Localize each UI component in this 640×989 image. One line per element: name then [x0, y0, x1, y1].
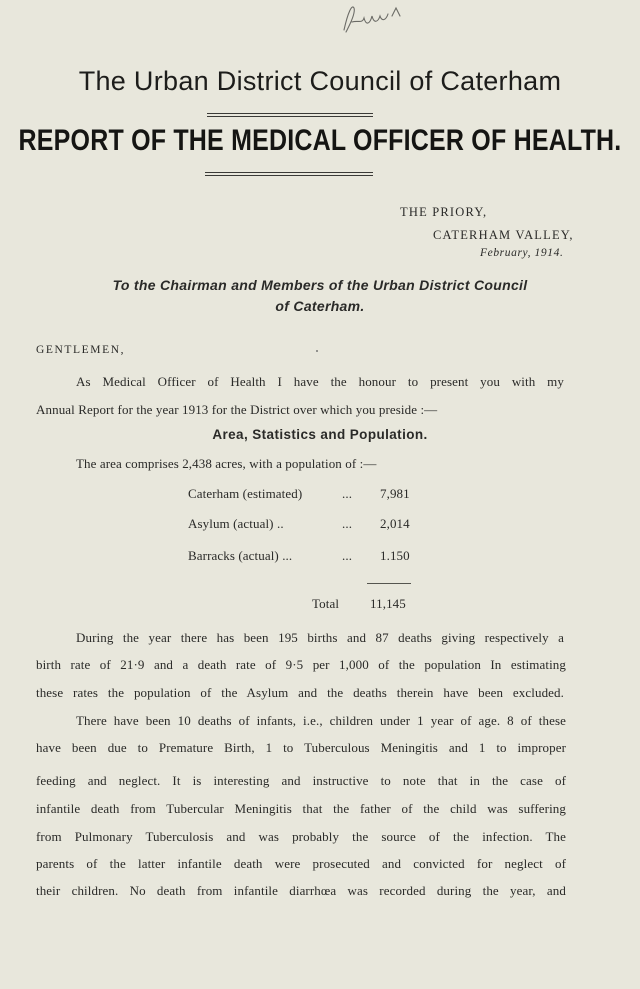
- address-line-2: CATERHAM VALLEY,: [433, 228, 574, 242]
- population-row-label: Caterham (estimated): [188, 486, 303, 501]
- text-line: these rates the population of the Asylum and the deaths therein have been excluded.: [36, 685, 564, 700]
- greeting: GENTLEMEN,: [36, 344, 126, 356]
- text-line: have been due to Premature Birth, 1 to Tuberculous Meningitis and 1 to improper: [36, 740, 566, 755]
- population-row-value: 1.150: [380, 548, 410, 563]
- text-line: their children. No death from infantile diarrhœa was recorded during the year, and: [36, 883, 566, 898]
- text-line: infantile death from Tubercular Meningitis that the father of the child was suffering: [36, 801, 566, 816]
- text-line: During the year there has been 195 births and 87 deaths giving respectively a: [76, 630, 564, 645]
- council-name: The Urban District Council of Caterham: [78, 66, 562, 96]
- title-rule-bottom: [205, 172, 373, 176]
- text-line: birth rate of 21·9 and a death rate of 9·5 per 1,000 of the population In estimating: [36, 657, 566, 672]
- report-date: February, 1914.: [480, 247, 564, 259]
- text-line: There have been 10 deaths of infants, i.e., children under 1 year of age. 8 of these: [76, 713, 566, 728]
- population-row-label: Asylum (actual) ..: [188, 516, 284, 531]
- text-line: from Pulmonary Tuberculosis and was probably the source of the infection. The: [36, 829, 566, 844]
- population-row-label: Barracks (actual) ...: [188, 548, 293, 563]
- intro-line-2: Annual Report for the year 1913 for the District over which you preside :—: [36, 402, 438, 417]
- intro-line-1: As Medical Officer of Health I have the honour to present you with my: [76, 374, 564, 389]
- paper-speck: [316, 350, 318, 352]
- title-rule-top: [207, 113, 373, 117]
- total-value: 11,145: [370, 596, 406, 611]
- text-line: feeding and neglect. It is interesting and instructive to note that in the case of: [36, 773, 566, 788]
- salutation-line-2: of Caterham.: [275, 298, 365, 314]
- population-row-value: 7,981: [380, 486, 410, 501]
- total-rule: [367, 583, 411, 584]
- report-title: REPORT OF THE MEDICAL OFFICER OF HEALTH.: [18, 124, 622, 158]
- salutation: [60, 275, 580, 317]
- population-row-dots: ...: [342, 486, 353, 501]
- total-label: Total: [312, 596, 340, 611]
- address-line-1: THE PRIORY,: [400, 205, 488, 219]
- section-heading: Area, Statistics and Population.: [212, 427, 428, 442]
- salutation-line-1: To the Chairman and Members of the Urban District Council: [112, 277, 528, 293]
- population-row-dots: ...: [342, 516, 353, 531]
- population-row-value: 2,014: [380, 516, 410, 531]
- text-line: parents of the latter infantile death were prosecuted and convicted for neglect of: [36, 856, 566, 871]
- population-row-dots: ...: [342, 548, 353, 563]
- handwritten-initials: [338, 2, 408, 36]
- area-line: The area comprises 2,438 acres, with a population of :—: [76, 456, 377, 471]
